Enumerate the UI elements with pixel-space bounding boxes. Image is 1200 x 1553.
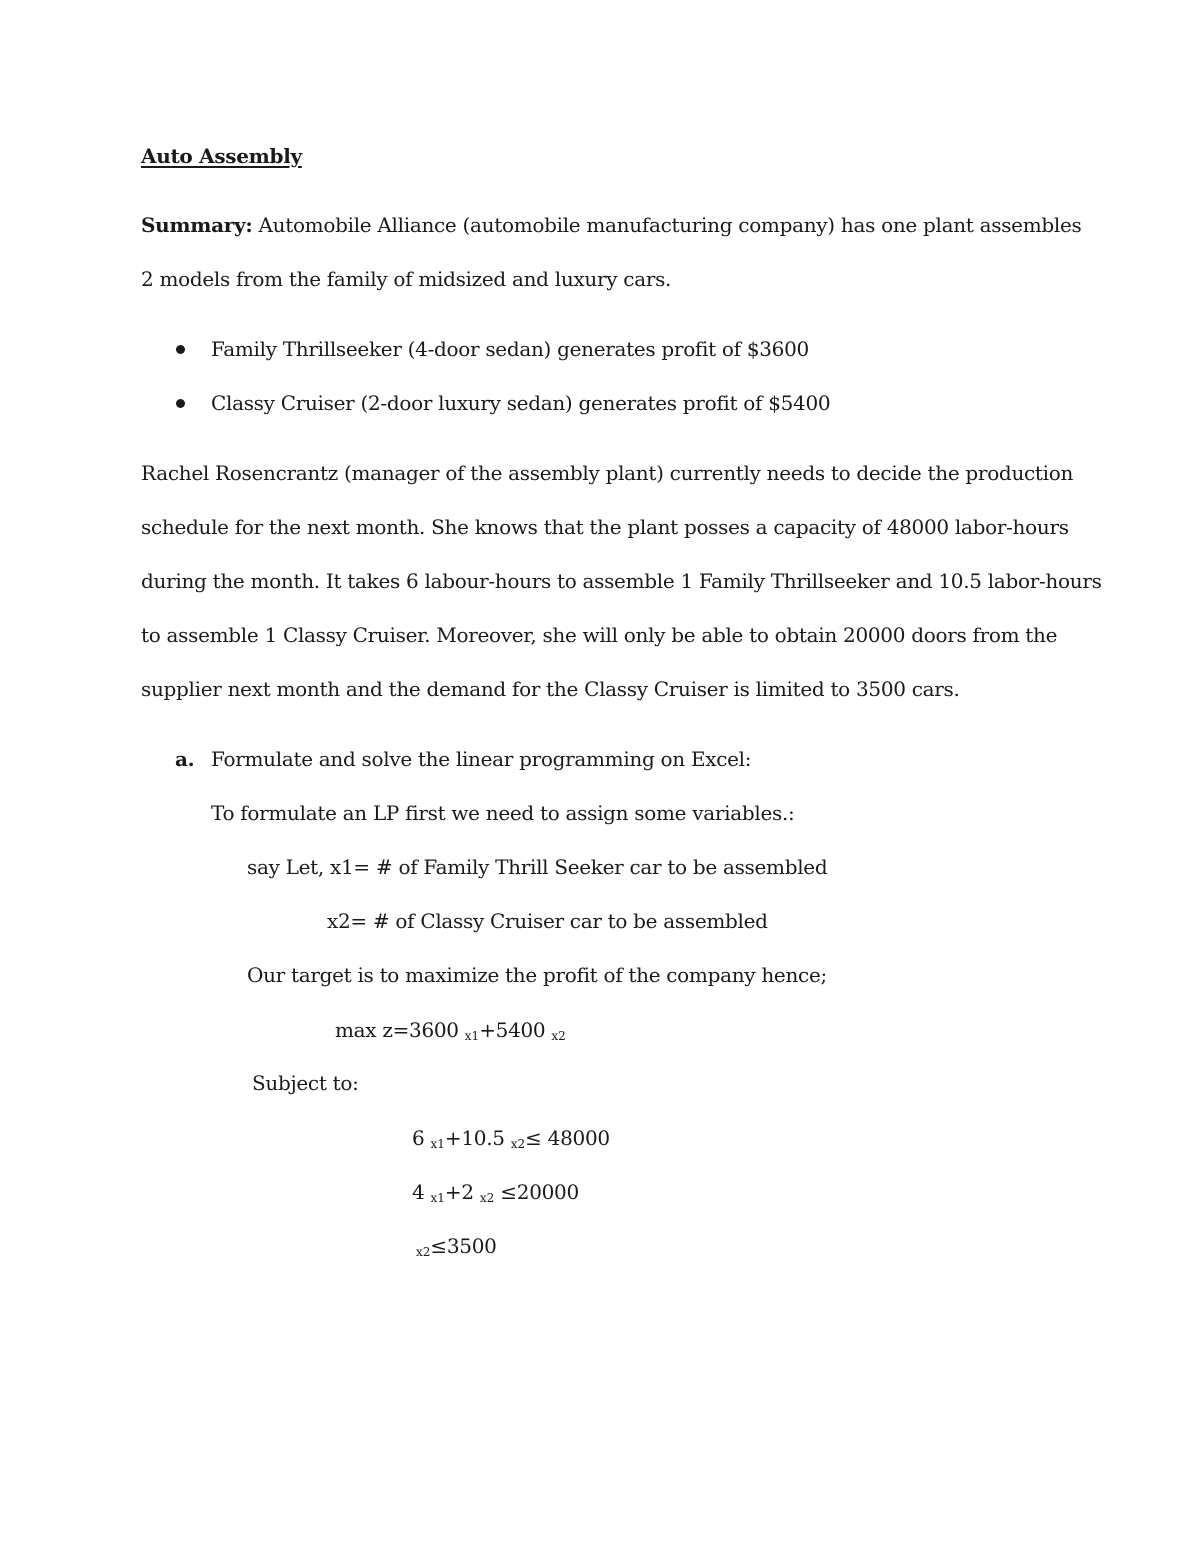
constraint-sub-x1: x1: [430, 1137, 445, 1151]
constraint-sub-x1: x1: [430, 1191, 445, 1205]
variable-x2-definition: x2= # of Classy Cruiser car to be assembled: [327, 909, 768, 933]
paragraph-line-2: schedule for the next month. She knows that the plant posses a capacity of 48000 labor-hours: [141, 515, 1069, 539]
variable-x1-definition: say Let, x1= # of Family Thrill Seeker car to be assembled: [247, 855, 828, 879]
summary-line-1: [141, 211, 1081, 239]
constraint-term: +10.5: [444, 1126, 511, 1150]
bullet-dot-icon: [176, 399, 185, 408]
constraint-demand: [416, 1232, 497, 1266]
objective-sub-x1: x1: [464, 1029, 480, 1043]
bullet-dot-icon: [176, 345, 185, 354]
constraint-term: +2: [444, 1180, 480, 1204]
constraint-bound: ≤20000: [494, 1180, 579, 1204]
constraint-labor-hours: [412, 1124, 610, 1158]
summary-line-2: 2 models from the family of midsized and luxury cars.: [141, 267, 672, 291]
constraint-sub-x2: x2: [479, 1191, 495, 1205]
objective-mid: +5400: [479, 1018, 552, 1042]
constraint-term: 6: [412, 1126, 431, 1150]
constraint-bound: ≤ 48000: [525, 1126, 610, 1150]
objective-statement: Our target is to maximize the profit of the company hence;: [247, 963, 827, 987]
item-a-text: Formulate and solve the linear programming on Excel:: [211, 747, 752, 771]
objective-prefix: max z=3600: [335, 1018, 465, 1042]
constraint-sub-x2: x2: [510, 1137, 526, 1151]
bullet-item-1: Family Thrillseeker (4-door sedan) generates profit of $3600: [211, 337, 809, 361]
paragraph-line-4: to assemble 1 Classy Cruiser. Moreover, she will only be able to obtain 20000 doors from the: [141, 623, 1058, 647]
objective-function: [335, 1016, 566, 1050]
subject-to-label: Subject to:: [252, 1071, 359, 1095]
bullet-item-2: Classy Cruiser (2-door luxury sedan) generates profit of $5400: [211, 391, 831, 415]
item-a-marker: a.: [175, 747, 195, 771]
paragraph-line-3: during the month. It takes 6 labour-hours to assemble 1 Family Thrillseeker and 10.5 labor-hours: [141, 569, 1102, 593]
summary-text-1: Automobile Alliance (automobile manufacturing company) has one plant assembles: [258, 213, 1082, 237]
paragraph-line-5: supplier next month and the demand for the Classy Cruiser is limited to 3500 cars.: [141, 677, 960, 701]
summary-label: Summary:: [141, 213, 253, 237]
formulation-intro: To formulate an LP first we need to assign some variables.:: [211, 801, 795, 825]
constraint-bound: ≤3500: [430, 1234, 497, 1258]
constraint-sub-x2: x2: [416, 1245, 431, 1259]
document-title: Auto Assembly: [141, 144, 302, 168]
constraint-term: 4: [412, 1180, 431, 1204]
objective-sub-x2: x2: [551, 1029, 566, 1043]
paragraph-line-1: Rachel Rosencrantz (manager of the assembly plant) currently needs to decide the production: [141, 461, 1074, 485]
constraint-doors: [412, 1178, 579, 1212]
